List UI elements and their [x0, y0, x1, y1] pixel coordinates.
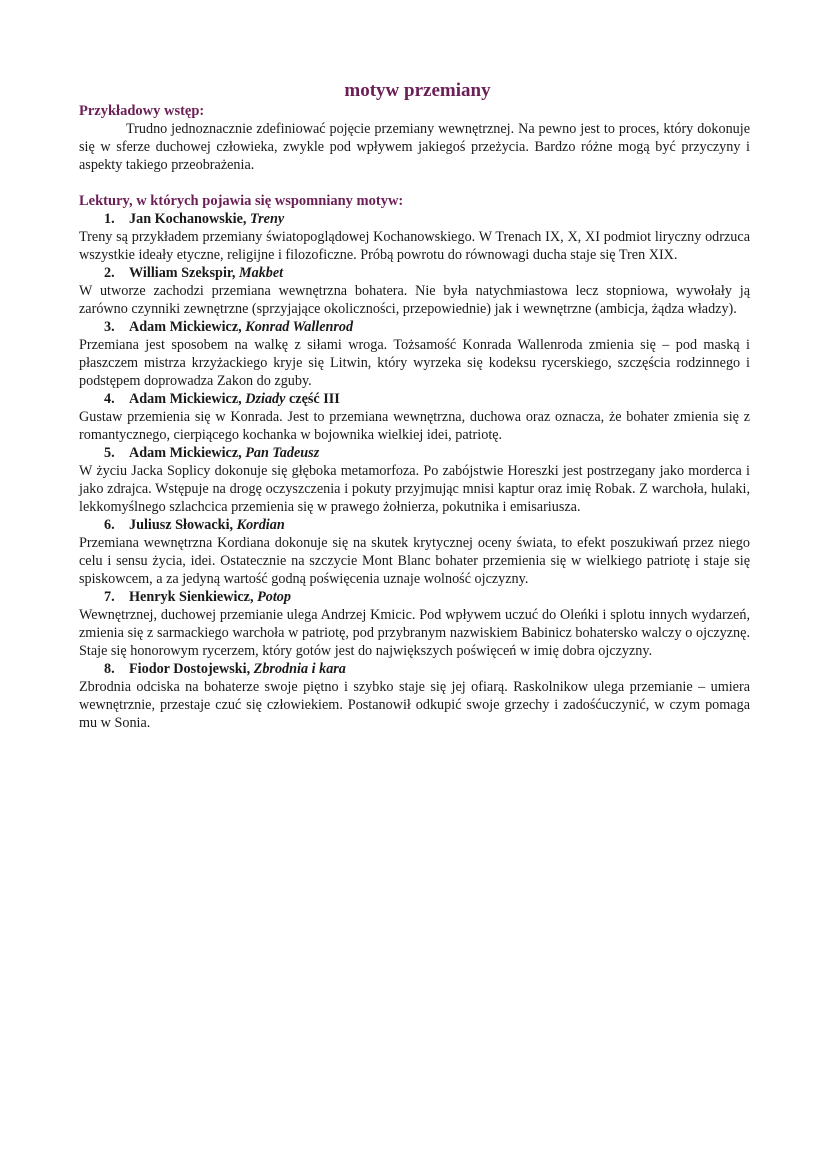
reading-item-author: Adam Mickiewicz, [129, 391, 242, 407]
reading-item [79, 390, 750, 444]
reading-item [79, 210, 750, 264]
reading-item-author: Jan Kochanowskie, [129, 211, 247, 227]
reading-item-work: Treny [250, 211, 285, 227]
reading-item-number: 2. [104, 265, 115, 281]
reading-item [79, 444, 750, 516]
reading-item-number: 7. [104, 589, 115, 605]
reading-item-number: 1. [104, 211, 115, 227]
reading-item-text: Zbrodnia odciska na bohaterze swoje piętno i szybko staje się jej ofiarą. Raskolnikow ulega przemianie – umiera wewnętrznie, przestaje czuć się człowiekiem. Postanowił odkupić swoje grzechy i zadośćuczynić, w czym pomaga mu w Sonia. [79, 679, 750, 731]
reading-item-heading [79, 516, 750, 534]
reading-item-work-suffix: część III [288, 391, 340, 407]
reading-item-number: 6. [104, 517, 115, 533]
reading-item-number: 5. [104, 445, 115, 461]
reading-item [79, 660, 750, 732]
reading-item-work: Zbrodnia i kara [253, 661, 346, 677]
reading-item-work: Kordian [236, 517, 285, 533]
reading-item-number: 8. [104, 661, 115, 677]
reading-item [79, 516, 750, 588]
reading-item-number: 3. [104, 319, 115, 335]
reading-item-work: Pan Tadeusz [245, 445, 320, 461]
reading-item-author: Juliusz Słowacki, [129, 517, 234, 533]
reading-item-author: Adam Mickiewicz, [129, 445, 242, 461]
reading-item [79, 264, 750, 318]
reading-item-heading [79, 264, 750, 282]
intro-heading: Przykładowy wstęp: [79, 103, 205, 119]
reading-item-text: Przemiana wewnętrzna Kordiana dokonuje się na skutek krytycznej oceny świata, to efekt poszukiwań przez niego celu i sensu życia, idei. Ostatecznie na szczycie Mont Blanc bohater przemienia się w wielkiego patriotę i staje się spiskowcem, a za jedyną wartość godną poświęcenia uznaje wolność ojczyzny. [79, 535, 750, 587]
reading-item-work: Konrad Wallenrod [245, 319, 354, 335]
reading-item-number: 4. [104, 391, 115, 407]
reading-item-text: W życiu Jacka Soplicy dokonuje się głęboka metamorfoza. Po zabójstwie Horeszki jest postrzegany jako morderca i jako zdrajca. Wstępuje na drogę oczyszczenia i pokuty przyjmując mnisi kaptur oraz imię Robak. Z warchoła, hulaki, lekkomyślnego szlachcica przemienia się w prawego żołnierza, pokutnika i emisariusza. [79, 463, 750, 515]
intro-section [79, 102, 750, 174]
reading-item-text: Treny są przykładem przemiany światopoglądowej Kochanowskiego. W Trenach IX, X, XI podmiot liryczny odrzuca wszystkie ideały etyczne, religijne i filozoficzne. Próbą powrotu do równowagi ducha staje się Tren XIX. [79, 229, 750, 263]
reading-item-heading [79, 588, 750, 606]
readings-section [79, 192, 750, 732]
intro-text: Trudno jednoznacznie zdefiniować pojęcie przemiany wewnętrznej. Na pewno jest to proces, który dokonuje się w sferze duchowej człowieka, zwykle pod wpływem jakiegoś przeżycia. Bardzo różne mogą być przyczyny i aspekty takiego przeobrażenia. [79, 121, 750, 173]
reading-item-work: Dziady [245, 391, 286, 407]
reading-item-text: Gustaw przemienia się w Konrada. Jest to przemiana wewnętrzna, duchowa oraz oznacza, że bohater zmienia się z romantycznego, cierpiącego kochanka w bojownika wielkiej idei, patriotę. [79, 409, 750, 443]
page-title: motyw przemiany [344, 80, 491, 101]
reading-item [79, 318, 750, 390]
reading-item-author: Fiodor Dostojewski, [129, 661, 251, 677]
reading-item-heading [79, 660, 750, 678]
reading-item-author: Adam Mickiewicz, [129, 319, 242, 335]
reading-item-heading [79, 444, 750, 462]
reading-item [79, 588, 750, 660]
reading-item-text: Przemiana jest sposobem na walkę z siłami wroga. Tożsamość Konrada Wallenroda zmienia się – pod maską i płaszczem mistrza krzyżackiego kryje się Litwin, który wyrzeka się kodeksu rycerskiego, szczęścia rodzinnego i podstępem doprowadza Zakon do zguby. [79, 337, 750, 389]
reading-item-heading [79, 210, 750, 228]
reading-item-text: Wewnętrznej, duchowej przemianie ulega Andrzej Kmicic. Pod wpływem uczuć do Oleńki i splotu innych wydarzeń, zmienia się z sarmackiego warchoła w patriotę, pod przybranym nazwiskiem Babinicz bohatersko walczy o ojczyznę. Staje się honorowym rycerzem, który gotów jest do największych poświęceń w imię dobra ojczyzny. [79, 607, 750, 659]
reading-item-work: Potop [257, 589, 291, 605]
reading-item-text: W utworze zachodzi przemiana wewnętrzna bohatera. Nie była natychmiastowa lecz stopniowa, wywołały ją zarówno czynniki zewnętrzne (sprzyjające okoliczności, przepowiednie) jak i wewnętrzne (ambicja, żądza władzy). [79, 283, 750, 317]
reading-item-heading [79, 318, 750, 336]
reading-item-author: Henryk Sienkiewicz, [129, 589, 254, 605]
reading-item-heading [79, 390, 750, 408]
readings-heading: Lektury, w których pojawia się wspomniany motyw: [79, 193, 404, 209]
reading-item-work: Makbet [238, 265, 284, 281]
reading-item-author: William Szekspir, [129, 265, 236, 281]
